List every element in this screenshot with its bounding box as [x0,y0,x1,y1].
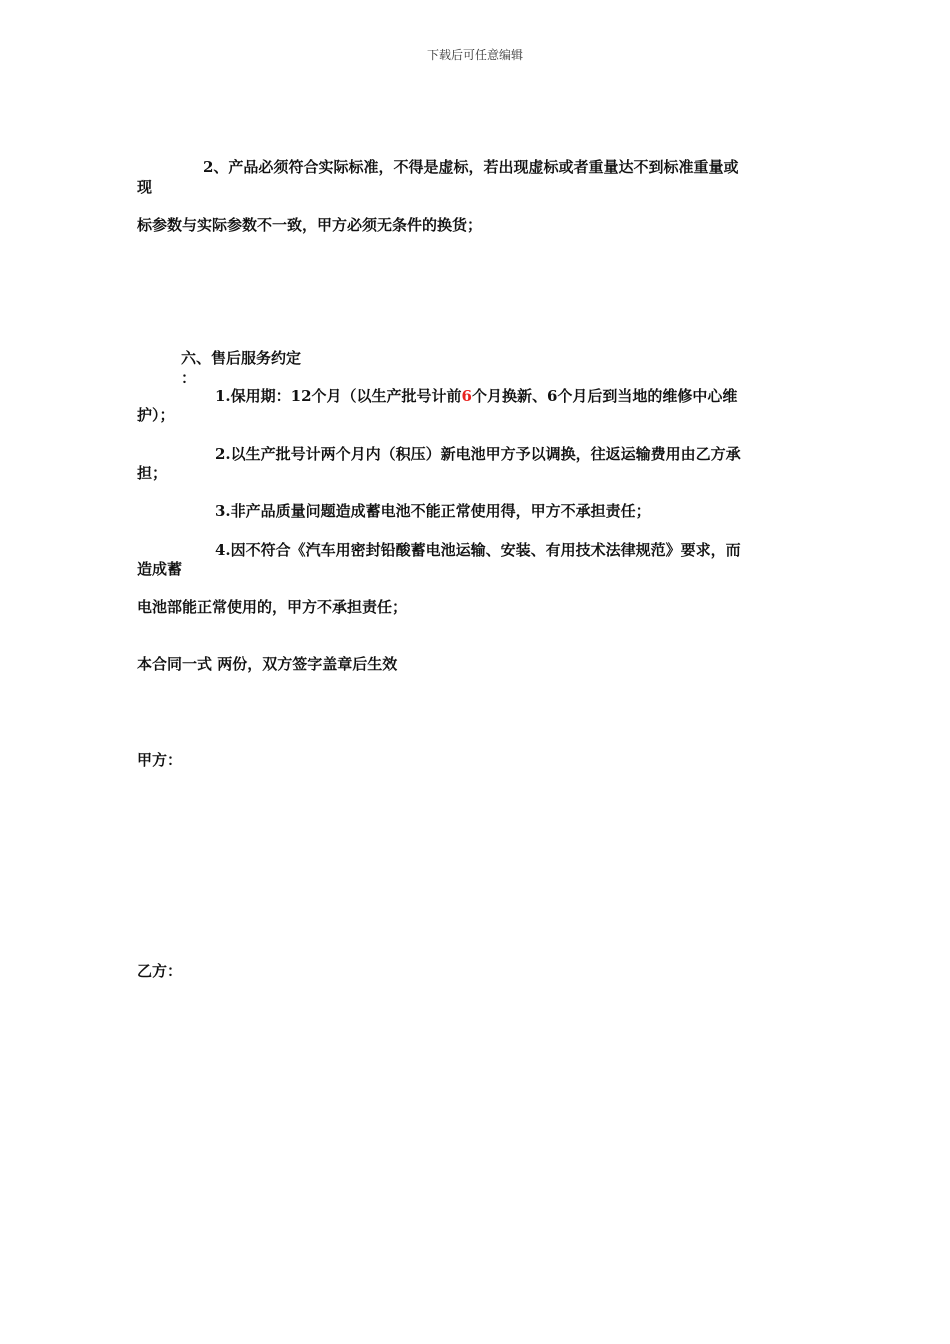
item-3-line: 3.非产品质量问题造成蓄电池不能正常使用得，甲方不承担责任； [215,502,651,520]
item-4-line-2: 电池部能正常使用的，甲方不承担责任； [137,598,408,616]
item-1-highlight: 6 [461,387,472,405]
section-6-title-colon: ： [181,369,197,387]
item-2-line: 2.以生产批号计两个月内（积压）新电池甲方予以调换，往返运输费用由乙方承 [215,445,741,463]
section-6-title: 六、售后服务约定 [181,349,302,367]
item-4-line: 4.因不符合《汽车用密封铅酸蓄电池运输、安装、有用技术法律规范》要求，而 [215,541,741,559]
clause-2-line-1-wrap: 现 [137,178,153,196]
item-1-wrap: 护）； [137,406,175,424]
clause-2-line-2: 标参数与实际参数不一致，甲方必须无条件的换货； [137,216,483,234]
closing-statement: 本合同一式 两份，双方签字盖章后生效 [137,655,398,673]
party-a-label: 甲方： [137,751,183,769]
item-4-wrap: 造成蓄 [137,560,183,578]
item-1-suffix: 个月换新、6个月后到当地的维修中心维 [471,387,738,405]
item-2-wrap: 担； [137,464,168,482]
header-watermark: 下载后可任意编辑 [426,48,523,62]
party-b-label: 乙方： [137,962,183,980]
item-1-prefix: 1.保用期：12个月（以生产批号计前 [215,387,462,405]
clause-2-line-1: 2、产品必须符合实际标准，不得是虚标，若出现虚标或者重量达不到标准重量或 [203,158,739,176]
item-1-line [215,386,737,406]
